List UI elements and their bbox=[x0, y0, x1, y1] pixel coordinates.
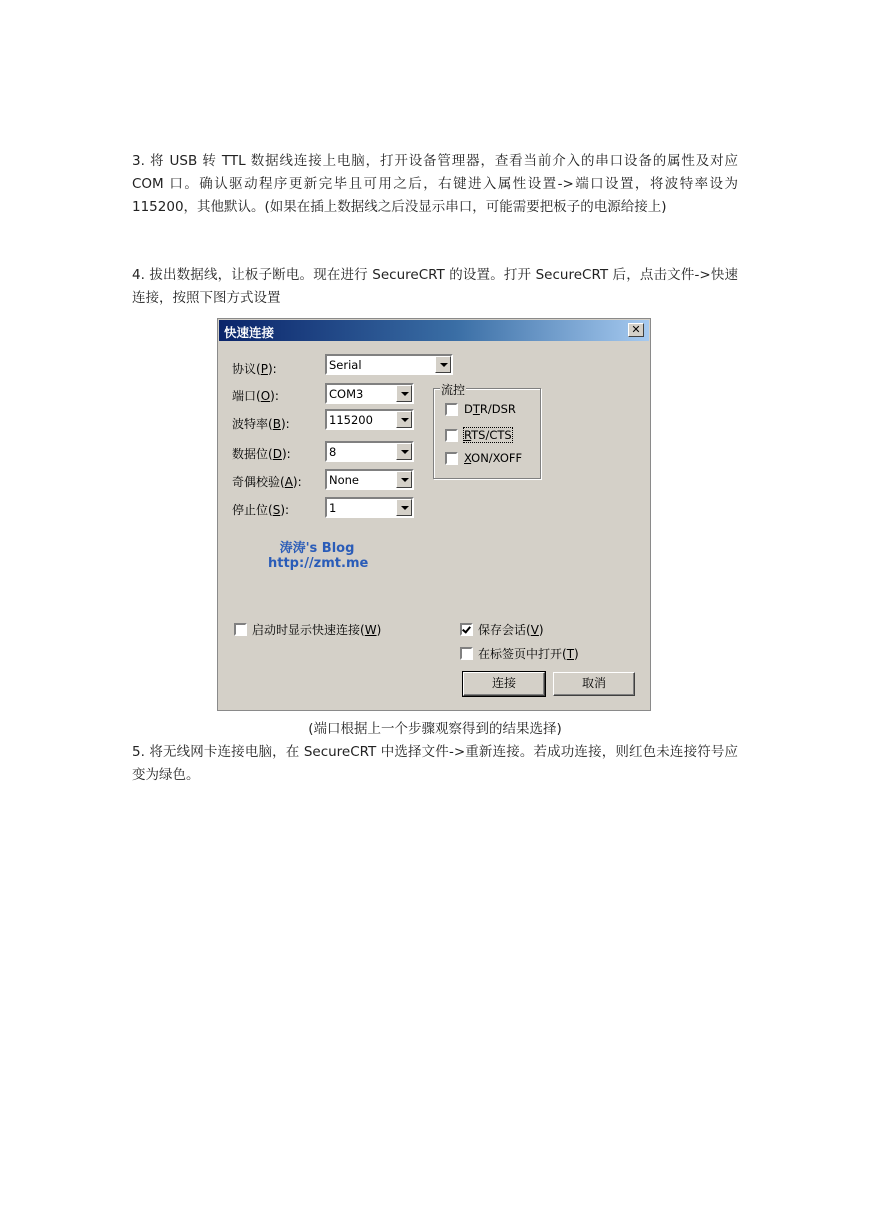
stopbits-value: 1 bbox=[329, 501, 337, 515]
blog-watermark bbox=[268, 541, 369, 571]
stopbits-select[interactable] bbox=[325, 497, 414, 518]
quick-connect-dialog bbox=[217, 318, 651, 711]
port-select[interactable] bbox=[325, 383, 414, 404]
watermark-line2: http://zmt.me bbox=[268, 556, 369, 571]
baud-value: 115200 bbox=[329, 413, 373, 427]
dtr-dsr-checkbox[interactable] bbox=[445, 403, 458, 416]
xon-xoff-checkbox[interactable] bbox=[445, 452, 458, 465]
chevron-down-icon[interactable] bbox=[396, 385, 412, 402]
xon-xoff-label: XON/XOFF bbox=[464, 451, 523, 465]
parity-value: None bbox=[329, 473, 360, 487]
chevron-down-icon[interactable] bbox=[435, 356, 451, 373]
watermark-line1: 涛涛's Blog bbox=[279, 541, 355, 556]
rts-cts-checkbox[interactable] bbox=[445, 429, 458, 442]
rts-cts-label: RTS/CTS bbox=[464, 428, 512, 442]
step5-paragraph: 5. 将无线网卡连接电脑，在 SecureCRT 中选择文件->重新连接。若成功连接，则红色未连接符号应变为绿色。 bbox=[132, 744, 738, 783]
chevron-down-icon[interactable] bbox=[396, 499, 412, 516]
protocol-value: Serial bbox=[329, 358, 362, 372]
flow-control-group bbox=[433, 383, 541, 479]
chevron-down-icon[interactable] bbox=[396, 443, 412, 460]
connect-button[interactable]: 连接 bbox=[463, 672, 545, 696]
baud-label: 波特率(B): bbox=[232, 417, 290, 431]
dialog-titlebar[interactable] bbox=[219, 320, 649, 341]
open-in-tab-label: 在标签页中打开(T) bbox=[478, 647, 579, 661]
close-button[interactable] bbox=[628, 323, 644, 337]
chevron-down-icon[interactable] bbox=[396, 471, 412, 488]
step4-paragraph: 4. 拔出数据线，让板子断电。现在进行 SecureCRT 的设置。打开 SecureCRT 后，点击文件->快速连接，按照下图方式设置 bbox=[132, 267, 738, 306]
step3-paragraph: 3. 将 USB 转 TTL 数据线连接上电脑，打开设备管理器，查看当前介入的串口设备的属性及对应 COM 口。确认驱动程序更新完毕且可用之后，右键进入属性设置->端口设置，将波特率设为 115200，其他默认。(如果在插上数据线之后没显示串口，可能需要把板子的电源给接上) bbox=[132, 153, 738, 215]
show-on-startup-label: 启动时显示快速连接(W) bbox=[252, 623, 382, 637]
port-label: 端口(O): bbox=[232, 389, 279, 403]
port-value: COM3 bbox=[329, 387, 364, 401]
parity-label: 奇偶校验(A): bbox=[232, 475, 302, 489]
protocol-label: 协议(P): bbox=[232, 362, 277, 376]
close-icon: ✕ bbox=[631, 323, 641, 336]
databits-value: 8 bbox=[329, 445, 337, 459]
databits-label: 数据位(D): bbox=[232, 447, 291, 461]
open-in-tab-checkbox[interactable] bbox=[460, 647, 473, 660]
baud-select[interactable] bbox=[325, 409, 414, 430]
dialog-title: 快速连接 bbox=[224, 325, 275, 340]
cancel-button[interactable]: 取消 bbox=[553, 672, 635, 696]
save-session-label: 保存会话(V) bbox=[478, 623, 544, 637]
flow-control-title: 流控 bbox=[441, 383, 466, 397]
dtr-dsr-label: DTR/DSR bbox=[464, 402, 516, 416]
stopbits-label: 停止位(S): bbox=[232, 503, 290, 517]
databits-select[interactable] bbox=[325, 441, 414, 462]
chevron-down-icon[interactable] bbox=[396, 411, 412, 428]
protocol-select[interactable] bbox=[325, 354, 453, 375]
figure-caption: (端口根据上一个步骤观察得到的结果选择) bbox=[308, 721, 562, 737]
save-session-checkbox[interactable] bbox=[460, 623, 473, 636]
parity-select[interactable] bbox=[325, 469, 414, 490]
show-on-startup-checkbox[interactable] bbox=[234, 623, 247, 636]
